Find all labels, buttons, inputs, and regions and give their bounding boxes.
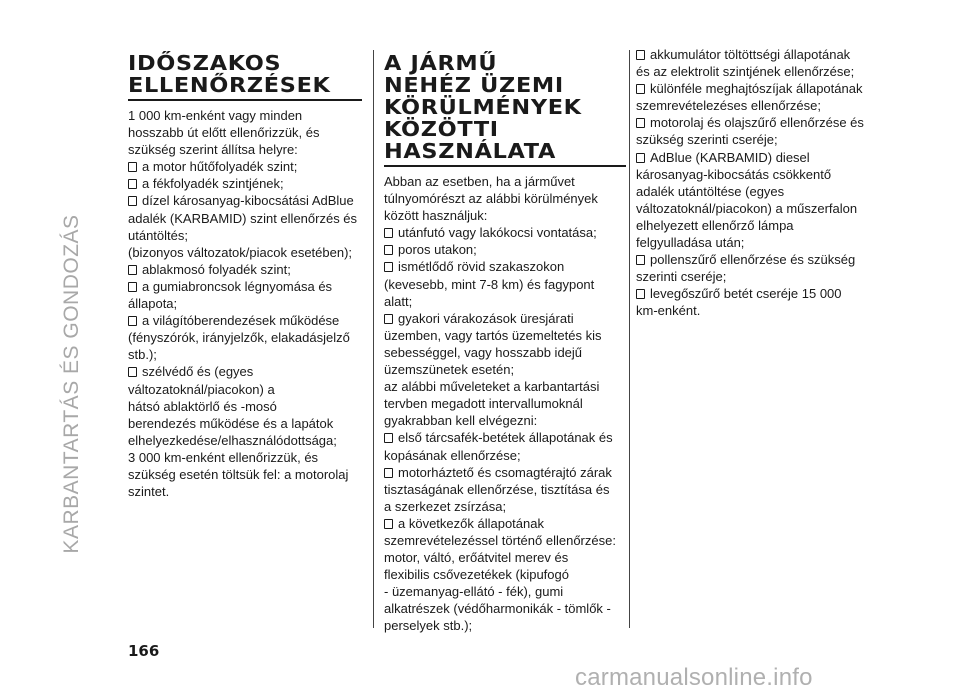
bullet-item — [128, 261, 362, 278]
bullet-item — [384, 224, 626, 241]
checkbox-bullet-icon — [636, 153, 645, 163]
text-line — [384, 600, 626, 617]
bullet-item — [128, 192, 362, 209]
bullet-item — [636, 46, 884, 63]
text-line — [384, 344, 626, 361]
line-text: akkumulátor töltöttségi állapotának — [650, 47, 851, 62]
heading-line: A JÁRMŰ — [384, 51, 498, 75]
bullet-item — [636, 251, 884, 268]
line-text: szükség szerint állítsa helyre: — [128, 142, 298, 158]
body-text — [128, 107, 362, 500]
checkbox-bullet-icon — [384, 262, 393, 272]
line-text: pollenszűrő ellenőrzése és szükség — [650, 252, 856, 268]
heading-periodic-checks — [128, 52, 390, 96]
line-text: 1 000 km-enként vagy minden — [128, 108, 303, 123]
text-line — [636, 268, 884, 285]
line-text: kopásának ellenőrzése; — [384, 447, 521, 463]
line-text: ismétlődő rövid szakaszokon — [398, 259, 565, 275]
text-line — [384, 327, 626, 344]
line-text: különféle meghajtószíjak állapotának — [650, 81, 863, 97]
line-text: szélvédő és (egyes — [142, 364, 254, 380]
checkbox-bullet-icon — [384, 228, 393, 238]
line-text: szemrevételezéssel történő ellenőrzése: — [384, 532, 616, 548]
heading-heavy-duty-use — [384, 52, 655, 162]
line-text: között használjuk: — [384, 208, 488, 224]
line-text: adalék utántöltése (egyes — [636, 183, 785, 199]
text-line — [384, 378, 626, 395]
body-text — [384, 173, 626, 635]
line-text: utántöltés; — [128, 227, 188, 243]
checkbox-bullet-icon — [128, 367, 137, 377]
line-text: motorháztető és csomagtérajtó zárak — [398, 464, 612, 480]
heading-line: KÖRÜLMÉNYEK — [384, 95, 582, 119]
bullet-item — [384, 515, 626, 532]
text-line — [384, 447, 626, 464]
line-text: tervben megadott intervallumoknál — [384, 396, 583, 412]
bullet-item — [128, 278, 362, 295]
line-text: a fékfolyadék szintjének; — [142, 176, 284, 192]
text-line — [128, 107, 362, 124]
text-line — [384, 207, 626, 224]
text-line — [384, 549, 626, 566]
text-line — [128, 346, 362, 363]
line-text: alatt; — [384, 293, 413, 309]
text-line — [128, 227, 362, 244]
line-text: utánfutó vagy lakókocsi vontatása; — [398, 225, 597, 241]
line-text: felgyulladása után; — [636, 235, 745, 251]
heading-line: KÖZÖTTI — [384, 117, 499, 141]
bullet-item — [636, 149, 884, 166]
text-line — [384, 566, 626, 583]
line-text: sebességgel, vagy hosszabb idejű — [384, 344, 583, 360]
line-text: motor, váltó, erőátvitel merev és — [384, 550, 569, 566]
line-text: - üzemanyag-ellátó - fék), gumi — [384, 584, 564, 600]
line-text: hosszabb út előtt ellenőrizzük, és — [128, 125, 320, 141]
text-line — [128, 141, 362, 158]
column-heavy-duty-use — [384, 46, 626, 635]
line-text: AdBlue (KARBAMID) diesel — [650, 149, 810, 165]
line-text: flexibilis csővezetékek (kipufogó — [384, 567, 569, 583]
line-text: szintet. — [128, 484, 170, 500]
bullet-item — [384, 241, 626, 258]
bullet-item — [128, 312, 362, 329]
heading-rule — [128, 99, 362, 101]
text-line — [128, 210, 362, 227]
bullet-item — [636, 285, 884, 302]
bullet-item — [128, 363, 362, 380]
watermark: carmanualsonline.info — [575, 664, 813, 691]
checkbox-bullet-icon — [128, 316, 137, 326]
text-line — [384, 412, 626, 429]
line-text: és az elektrolit szintjének ellenőrzése; — [636, 64, 855, 80]
line-text: alkatrészek (védőharmonikák - tömlők - — [384, 601, 611, 617]
text-line — [636, 217, 884, 234]
text-line — [128, 466, 362, 483]
line-text: üzemszünetek esetén; — [384, 362, 515, 378]
line-text: változatoknál/piacokon) a műszerfalon — [636, 200, 858, 216]
text-line — [636, 63, 884, 80]
line-text: tisztaságának ellenőrzése, tisztítása és — [384, 481, 610, 497]
body-text — [636, 46, 884, 320]
text-line — [384, 481, 626, 498]
line-text: a motor hűtőfolyadék szint; — [142, 159, 298, 175]
line-text: első tárcsafék-betétek állapotának és — [398, 430, 613, 446]
text-line — [128, 244, 362, 261]
checkbox-bullet-icon — [636, 118, 645, 128]
column-continued-checks — [636, 46, 884, 320]
bullet-item — [128, 158, 362, 175]
bullet-item — [384, 429, 626, 446]
bullet-item — [384, 464, 626, 481]
text-line — [384, 173, 626, 190]
text-line — [384, 395, 626, 412]
text-line — [128, 432, 362, 449]
checkbox-bullet-icon — [384, 245, 393, 255]
line-text: szükség szerinti cseréje; — [636, 132, 778, 148]
line-text: dízel károsanyag-kibocsátási AdBlue — [142, 193, 354, 209]
line-text: km-enként. — [636, 303, 701, 319]
text-line — [636, 183, 884, 200]
checkbox-bullet-icon — [128, 282, 137, 292]
bullet-item — [128, 175, 362, 192]
heading-line: IDŐSZAKOS — [128, 51, 282, 75]
text-line — [384, 532, 626, 549]
text-line — [636, 200, 884, 217]
text-line — [128, 381, 362, 398]
checkbox-bullet-icon — [636, 255, 645, 265]
text-line — [128, 415, 362, 432]
checkbox-bullet-icon — [128, 196, 137, 206]
heading-line: NEHÉZ ÜZEMI — [384, 73, 564, 97]
text-line — [636, 302, 884, 319]
text-line — [128, 295, 362, 312]
line-text: Abban az esetben, ha a járművet — [384, 174, 575, 189]
line-text: hátsó ablaktörlő és -mosó — [128, 398, 277, 414]
text-line — [636, 166, 884, 183]
text-line — [128, 449, 362, 466]
line-text: gyakrabban kell elvégezni: — [384, 413, 538, 429]
line-text: károsanyag-kibocsátás csökkentő — [636, 166, 832, 182]
line-text: a következők állapotának — [398, 515, 544, 531]
text-line — [384, 276, 626, 293]
line-text: túlnyomórészt az alábbi körülmények — [384, 191, 598, 207]
line-text: 3 000 km-enként ellenőrizzük, és — [128, 449, 319, 465]
line-text: perselyek stb.); — [384, 618, 473, 634]
line-text: változatoknál/piacokon) a — [128, 381, 275, 397]
line-text: az alábbi műveleteket a karbantartási — [384, 379, 600, 395]
heading-line: ELLENŐRZÉSEK — [128, 73, 331, 97]
column-periodic-checks — [128, 46, 362, 500]
line-text: gyakori várakozások üresjárati — [398, 310, 574, 326]
text-line — [128, 329, 362, 346]
text-line — [128, 124, 362, 141]
checkbox-bullet-icon — [636, 289, 645, 299]
line-text: levegőszűrő betét cseréje 15 000 — [650, 286, 842, 302]
text-line — [384, 617, 626, 634]
checkbox-bullet-icon — [384, 468, 393, 478]
text-line — [384, 293, 626, 310]
line-text: ablakmosó folyadék szint; — [142, 261, 291, 277]
column-divider — [629, 50, 630, 628]
checkbox-bullet-icon — [636, 84, 645, 94]
line-text: elhelyezett ellenőrző lámpa — [636, 217, 794, 233]
checkbox-bullet-icon — [384, 519, 393, 529]
bullet-item — [384, 258, 626, 275]
line-text: szerinti cseréje; — [636, 269, 727, 285]
heading-line: HASZNÁLATA — [384, 139, 557, 163]
line-text: (fényszórók, irányjelzők, elakadásjelző — [128, 330, 350, 346]
checkbox-bullet-icon — [128, 265, 137, 275]
line-text: elhelyezkedése/elhasználódottsága; — [128, 432, 337, 448]
text-line — [384, 583, 626, 600]
line-text: állapota; — [128, 296, 178, 312]
text-line — [636, 97, 884, 114]
line-text: poros utakon; — [398, 242, 477, 258]
line-text: a gumiabroncsok légnyomása és — [142, 278, 333, 294]
checkbox-bullet-icon — [384, 433, 393, 443]
side-section-title: KARBANTARTÁS ÉS GONDOZÁS — [60, 214, 83, 554]
checkbox-bullet-icon — [636, 50, 645, 60]
checkbox-bullet-icon — [384, 314, 393, 324]
text-line — [128, 483, 362, 500]
checkbox-bullet-icon — [128, 179, 137, 189]
heading-rule — [384, 165, 626, 167]
bullet-item — [636, 80, 884, 97]
line-text: szemrevételezéses ellenőrzése; — [636, 98, 821, 114]
line-text: adalék (KARBAMID) szint ellenőrzés és — [128, 210, 358, 226]
line-text: motorolaj és olajszűrő ellenőrzése és — [650, 115, 864, 131]
text-line — [384, 361, 626, 378]
line-text: (bizonyos változatok/piacok esetében); — [128, 244, 353, 260]
bullet-item — [636, 114, 884, 131]
checkbox-bullet-icon — [128, 162, 137, 172]
text-line — [636, 131, 884, 148]
page-number: 166 — [128, 642, 160, 660]
text-line — [384, 498, 626, 515]
text-line — [128, 398, 362, 415]
line-text: üzemben, vagy tartós üzemeltetés kis — [384, 327, 602, 343]
column-divider — [373, 50, 374, 628]
text-line — [636, 234, 884, 251]
line-text: (kevesebb, mint 7-8 km) és fagypont — [384, 276, 595, 292]
bullet-item — [384, 310, 626, 327]
line-text: berendezés működése és a lapátok — [128, 415, 334, 431]
line-text: a szerkezet zsírzása; — [384, 498, 507, 514]
line-text: stb.); — [128, 347, 157, 363]
line-text: a világítóberendezések működése — [142, 313, 340, 329]
text-line — [384, 190, 626, 207]
line-text: szükség esetén töltsük fel: a motorolaj — [128, 466, 349, 482]
